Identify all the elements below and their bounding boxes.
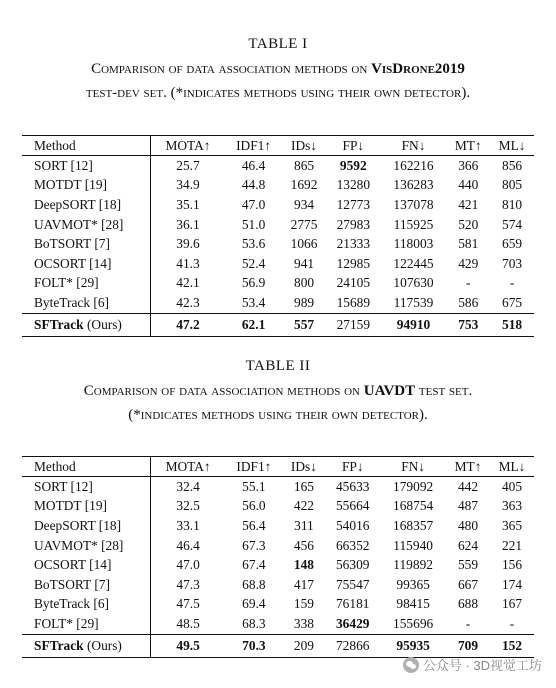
value-cell: 115925 bbox=[393, 216, 434, 232]
value-cell: 69.4 bbox=[242, 596, 266, 612]
value-cell: 221 bbox=[501, 537, 523, 553]
table1-col-header: Method bbox=[22, 136, 151, 156]
value-cell: 47.0 bbox=[176, 557, 200, 573]
method-cell bbox=[22, 313, 151, 336]
table-row bbox=[22, 595, 534, 615]
value-cell: 9592 bbox=[339, 157, 367, 173]
method-cell: OCSORT [14] bbox=[22, 555, 151, 575]
value-cell: 47.2 bbox=[176, 316, 200, 332]
value-cell: 174 bbox=[501, 576, 523, 592]
table-row bbox=[22, 555, 534, 575]
value-cell: 709 bbox=[457, 637, 479, 653]
table2-col-header: MOTA↑ bbox=[165, 458, 211, 474]
table1-header bbox=[0, 36, 556, 105]
method-cell: UAVMOT* [28] bbox=[22, 215, 151, 235]
table2-col-header: IDF1↑ bbox=[236, 458, 272, 474]
table2-caption-post: test set. bbox=[415, 383, 473, 399]
value-cell: 52.4 bbox=[241, 255, 266, 271]
value-cell: 56.4 bbox=[242, 517, 266, 533]
value-cell: 68.3 bbox=[242, 615, 266, 631]
value-cell: 12773 bbox=[336, 196, 371, 212]
value-cell: - bbox=[465, 615, 471, 631]
value-cell: 47.5 bbox=[176, 596, 200, 612]
table1-caption-line2: test-dev set. (*indicates methods using their own detector). bbox=[85, 85, 471, 101]
table2-col-header: MT↑ bbox=[454, 458, 482, 474]
value-cell: 417 bbox=[293, 576, 314, 592]
value-cell: 49.5 bbox=[176, 637, 200, 653]
method-suffix: (Ours) bbox=[83, 316, 122, 332]
value-cell: 45633 bbox=[335, 478, 370, 494]
value-cell: 165 bbox=[293, 478, 314, 494]
table1-header-row bbox=[22, 136, 534, 156]
method-cell: FOLT* [29] bbox=[22, 274, 151, 294]
table1-col-header: FP↓ bbox=[342, 137, 365, 153]
watermark bbox=[403, 655, 542, 674]
value-cell: 27983 bbox=[336, 216, 371, 232]
table-row bbox=[22, 293, 534, 313]
value-cell: 117539 bbox=[393, 294, 434, 310]
value-cell: 107630 bbox=[393, 275, 434, 291]
value-cell: 209 bbox=[293, 637, 314, 653]
value-cell: 162216 bbox=[393, 157, 434, 173]
value-cell: 76181 bbox=[335, 596, 370, 612]
value-cell: 363 bbox=[501, 498, 523, 514]
value-cell: 48.5 bbox=[176, 615, 200, 631]
value-cell: 53.6 bbox=[241, 236, 266, 252]
value-cell: 800 bbox=[294, 275, 315, 291]
table1-caption-pre: Comparison of data association methods on bbox=[91, 61, 372, 77]
method-cell: SORT [12] bbox=[22, 477, 151, 497]
table2-dataset: UAVDT bbox=[363, 383, 416, 399]
value-cell: 118003 bbox=[393, 236, 434, 252]
value-cell: 156 bbox=[501, 557, 523, 573]
method-suffix: (Ours) bbox=[83, 637, 122, 653]
method-name-bold: SFTrack bbox=[34, 637, 84, 653]
table1-col-header: IDs↓ bbox=[291, 137, 318, 153]
table-row bbox=[22, 215, 534, 235]
value-cell: 581 bbox=[458, 236, 479, 252]
table2-caption bbox=[0, 379, 556, 403]
value-cell: 168754 bbox=[393, 498, 434, 514]
method-cell: OCSORT [14] bbox=[22, 254, 151, 274]
table-row bbox=[22, 254, 534, 274]
value-cell: 456 bbox=[293, 537, 314, 553]
table2-caption-pre: Comparison of data association methods on bbox=[83, 383, 364, 399]
value-cell: 148 bbox=[293, 557, 314, 573]
value-cell: 25.7 bbox=[176, 157, 200, 173]
value-cell: 15689 bbox=[336, 294, 371, 310]
value-cell: 35.1 bbox=[176, 196, 200, 212]
value-cell: 27159 bbox=[336, 316, 371, 332]
value-cell: 42.1 bbox=[176, 275, 200, 291]
value-cell: 675 bbox=[502, 294, 523, 310]
value-cell: - bbox=[509, 275, 515, 291]
method-cell: SORT [12] bbox=[22, 156, 151, 176]
table-row-ours bbox=[22, 313, 534, 336]
value-cell: 753 bbox=[458, 316, 479, 332]
method-cell: BoTSORT [7] bbox=[22, 234, 151, 254]
method-cell: MOTDT [19] bbox=[22, 176, 151, 196]
value-cell: 36429 bbox=[335, 615, 370, 631]
table2-col-header: FN↓ bbox=[401, 458, 426, 474]
value-cell: 98415 bbox=[396, 596, 430, 612]
value-cell: 56.0 bbox=[242, 498, 266, 514]
value-cell: 12985 bbox=[336, 255, 371, 271]
value-cell: 805 bbox=[502, 177, 523, 193]
method-cell: DeepSORT [18] bbox=[22, 516, 151, 536]
value-cell: 405 bbox=[501, 478, 523, 494]
table2-col-header: FP↓ bbox=[341, 458, 364, 474]
table-row bbox=[22, 274, 534, 294]
table1-body bbox=[22, 156, 534, 337]
value-cell: 54016 bbox=[335, 517, 370, 533]
table1 bbox=[22, 135, 534, 337]
table-row bbox=[22, 195, 534, 215]
value-cell: 119892 bbox=[393, 557, 433, 573]
value-cell: 24105 bbox=[336, 275, 371, 291]
value-cell: 36.1 bbox=[176, 216, 200, 232]
value-cell: 941 bbox=[294, 255, 315, 271]
value-cell: 586 bbox=[458, 294, 479, 310]
value-cell: 856 bbox=[502, 157, 523, 173]
value-cell: 152 bbox=[501, 637, 523, 653]
method-name-bold: SFTrack bbox=[34, 316, 84, 332]
value-cell: 115940 bbox=[393, 537, 433, 553]
value-cell: 32.4 bbox=[176, 478, 200, 494]
value-cell: 56.9 bbox=[241, 275, 266, 291]
value-cell: 557 bbox=[294, 316, 315, 332]
table2-body bbox=[22, 477, 534, 658]
table-row bbox=[22, 536, 534, 556]
value-cell: 68.8 bbox=[242, 576, 266, 592]
value-cell: 810 bbox=[502, 196, 523, 212]
value-cell: 67.3 bbox=[242, 537, 266, 553]
table-row bbox=[22, 497, 534, 517]
value-cell: 574 bbox=[502, 216, 523, 232]
method-cell: BoTSORT [7] bbox=[22, 575, 151, 595]
table1-col-header: MOTA↑ bbox=[165, 137, 211, 153]
table-row bbox=[22, 234, 534, 254]
value-cell: 72866 bbox=[335, 637, 370, 653]
value-cell: 46.4 bbox=[176, 537, 200, 553]
table-row bbox=[22, 614, 534, 634]
table2-col-header: IDs↓ bbox=[290, 458, 317, 474]
value-cell: 989 bbox=[294, 294, 315, 310]
value-cell: 338 bbox=[293, 615, 314, 631]
value-cell: 67.4 bbox=[242, 557, 266, 573]
value-cell: 1692 bbox=[290, 177, 318, 193]
value-cell: 122445 bbox=[393, 255, 434, 271]
value-cell: 32.5 bbox=[176, 498, 200, 514]
value-cell: 55.1 bbox=[242, 478, 266, 494]
table1-dataset: VisDrone2019 bbox=[371, 61, 465, 77]
wechat-icon bbox=[403, 657, 419, 673]
value-cell: 366 bbox=[458, 157, 479, 173]
value-cell: 688 bbox=[457, 596, 479, 612]
table-row bbox=[22, 516, 534, 536]
value-cell: 442 bbox=[457, 478, 479, 494]
value-cell: 42.3 bbox=[176, 294, 200, 310]
value-cell: 46.4 bbox=[241, 157, 266, 173]
value-cell: 53.4 bbox=[241, 294, 266, 310]
value-cell: 55664 bbox=[335, 498, 370, 514]
method-cell: ByteTrack [6] bbox=[22, 595, 151, 615]
method-cell: UAVMOT* [28] bbox=[22, 536, 151, 556]
value-cell: - bbox=[466, 275, 471, 291]
method-cell: DeepSORT [18] bbox=[22, 195, 151, 215]
value-cell: 75547 bbox=[335, 576, 370, 592]
table1-col-header: ML↓ bbox=[498, 137, 526, 153]
value-cell: 520 bbox=[458, 216, 479, 232]
value-cell: 179092 bbox=[393, 478, 434, 494]
value-cell: 155696 bbox=[393, 615, 434, 631]
table1-col-header: IDF1↑ bbox=[236, 137, 272, 153]
value-cell: 56309 bbox=[335, 557, 370, 573]
method-cell: MOTDT [19] bbox=[22, 497, 151, 517]
value-cell: 21333 bbox=[336, 236, 371, 252]
value-cell: 137078 bbox=[393, 196, 434, 212]
value-cell: 136283 bbox=[393, 177, 434, 193]
value-cell: 480 bbox=[457, 517, 479, 533]
value-cell: - bbox=[509, 615, 515, 631]
table1-col-header: FN↓ bbox=[401, 137, 426, 153]
method-cell: FOLT* [29] bbox=[22, 614, 151, 634]
value-cell: 94910 bbox=[396, 316, 431, 332]
table-row bbox=[22, 176, 534, 196]
value-cell: 667 bbox=[457, 576, 479, 592]
value-cell: 95935 bbox=[396, 637, 430, 653]
value-cell: 167 bbox=[501, 596, 523, 612]
table2-header bbox=[0, 358, 556, 427]
value-cell: 47.0 bbox=[241, 196, 266, 212]
value-cell: 33.1 bbox=[176, 517, 200, 533]
value-cell: 365 bbox=[501, 517, 523, 533]
value-cell: 13280 bbox=[336, 177, 371, 193]
value-cell: 70.3 bbox=[242, 637, 266, 653]
table-row bbox=[22, 575, 534, 595]
value-cell: 559 bbox=[457, 557, 479, 573]
value-cell: 703 bbox=[502, 255, 523, 271]
table2 bbox=[22, 456, 534, 658]
value-cell: 159 bbox=[293, 596, 314, 612]
value-cell: 99365 bbox=[396, 576, 430, 592]
table2-col-header: ML↓ bbox=[498, 458, 526, 474]
value-cell: 440 bbox=[458, 177, 479, 193]
value-cell: 47.3 bbox=[176, 576, 200, 592]
value-cell: 39.6 bbox=[176, 236, 200, 252]
table-row bbox=[22, 156, 534, 176]
value-cell: 422 bbox=[293, 498, 314, 514]
value-cell: 62.1 bbox=[241, 316, 266, 332]
value-cell: 34.9 bbox=[176, 177, 200, 193]
method-cell: ByteTrack [6] bbox=[22, 293, 151, 313]
table1-caption bbox=[0, 57, 556, 81]
value-cell: 429 bbox=[458, 255, 479, 271]
value-cell: 934 bbox=[294, 196, 315, 212]
value-cell: 44.8 bbox=[241, 177, 266, 193]
watermark-text: 公众号 · 3D视觉工坊 bbox=[422, 658, 542, 673]
table2-header-row bbox=[22, 457, 534, 477]
method-cell bbox=[22, 634, 151, 657]
value-cell: 66352 bbox=[335, 537, 370, 553]
value-cell: 41.3 bbox=[176, 255, 200, 271]
table-row-ours bbox=[22, 634, 534, 657]
table2-title: TABLE II bbox=[245, 358, 311, 374]
table2-col-header: Method bbox=[22, 457, 151, 477]
value-cell: 311 bbox=[294, 517, 314, 533]
value-cell: 421 bbox=[458, 196, 479, 212]
value-cell: 659 bbox=[502, 236, 523, 252]
table-row bbox=[22, 477, 534, 497]
table1-title: TABLE I bbox=[248, 36, 308, 52]
value-cell: 2775 bbox=[290, 216, 318, 232]
value-cell: 168357 bbox=[393, 517, 434, 533]
value-cell: 865 bbox=[294, 157, 315, 173]
value-cell: 624 bbox=[457, 537, 479, 553]
value-cell: 1066 bbox=[290, 236, 318, 252]
table1-col-header: MT↑ bbox=[454, 137, 482, 153]
table2-caption-line2: (*indicates methods using their own detector). bbox=[128, 407, 428, 423]
value-cell: 487 bbox=[457, 498, 479, 514]
value-cell: 518 bbox=[502, 316, 523, 332]
value-cell: 51.0 bbox=[241, 216, 266, 232]
